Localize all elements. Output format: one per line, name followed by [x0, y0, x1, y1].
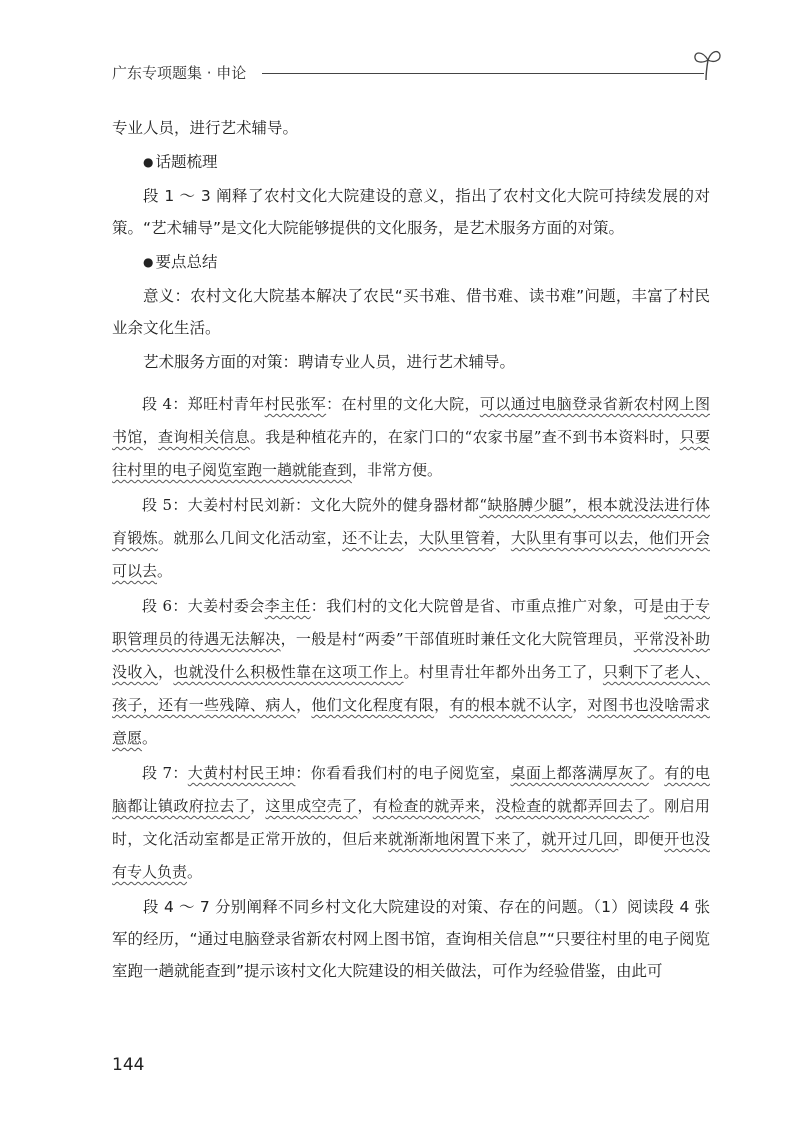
paragraph-topic-summary: 段 1 ～ 3 阐释了农村文化大院建设的意义，指出了农村文化大院可持续发展的对策。“艺术辅导”是文化大院能够提供的文化服务，是艺术服务方面的对策。	[112, 187, 710, 237]
material-paragraph-6: 段 6：大姜村委会李主任：我们村的文化大院曾是省、市重点推广对象，可是由于专职管理员的待遇无法解决，一般是村“两委”干部值班时兼任文化大院管理员，平常没补助没收入，也就没什么积极性靠在这项工作上。村里青壮年都外出务工了，只剩下了老人、孩子，还有一些残障、病人，他们文化程度有限，有的根本就不认字，对图书也没啥需求意愿。	[112, 597, 710, 747]
paragraph-continued: 专业人员，进行艺术辅导。	[112, 119, 299, 137]
material-paragraph-7: 段 7：大黄村村民王坤：你看看我们村的电子阅览室，桌面上都落满厚灰了。有的电脑都让镇政府拉去了，这里成空壳了，有检查的就弄来，没检查的就都弄回去了。刚启用时，文化活动室都是正常开放的，但后来就渐渐地闲置下来了，就开过几回，即便开也没有专人负责。	[112, 764, 710, 881]
header-title: 广东专项题集 · 申论	[112, 64, 247, 82]
material-paragraph-5: 段 5：大姜村村民刘新：文化大院外的健身器材都“缺胳膊少腿”，根本就没法进行体育锻炼。就那么几间文化活动室，还不让去，大队里管着，大队里有事可以去，他们开会可以去。	[112, 496, 710, 580]
running-header	[112, 58, 722, 88]
paragraph-art-service: 艺术服务方面的对策：聘请专业人员，进行艺术辅导。	[143, 353, 516, 371]
header-rule	[262, 73, 704, 74]
sprout-icon	[692, 46, 722, 82]
page-number: 144	[112, 1055, 145, 1075]
section-heading-topic: ● 话题梳理	[143, 153, 218, 171]
paragraph-significance: 意义：农村文化大院基本解决了农民“买书难、借书难、读书难”问题，丰富了村民业余文化生活。	[112, 287, 710, 337]
material-paragraph-4: 段 4：郑旺村青年村民张军：在村里的文化大院，可以通过电脑登录省新农村网上图书馆，查询相关信息。我是种植花卉的，在家门口的“农家书屋”查不到书本资料时，只要往村里的电子阅览室跑一趟就能查到，非常方便。	[112, 395, 710, 479]
section-heading-keypoints: ● 要点总结	[143, 253, 218, 271]
bullet-icon: ●	[143, 155, 154, 169]
paragraph-analysis: 段 4 ～ 7 分别阐释不同乡村文化大院建设的对策、存在的问题。（1）阅读段 4 张军的经历，“通过电脑登录省新农村网上图书馆，查询相关信息”“只要往村里的电子阅览室跑一趟就能查到”提示该村文化大院建设的相关做法，可作为经验借鉴，由此可	[112, 898, 710, 980]
page-content	[112, 112, 710, 987]
bullet-icon: ●	[143, 255, 154, 269]
